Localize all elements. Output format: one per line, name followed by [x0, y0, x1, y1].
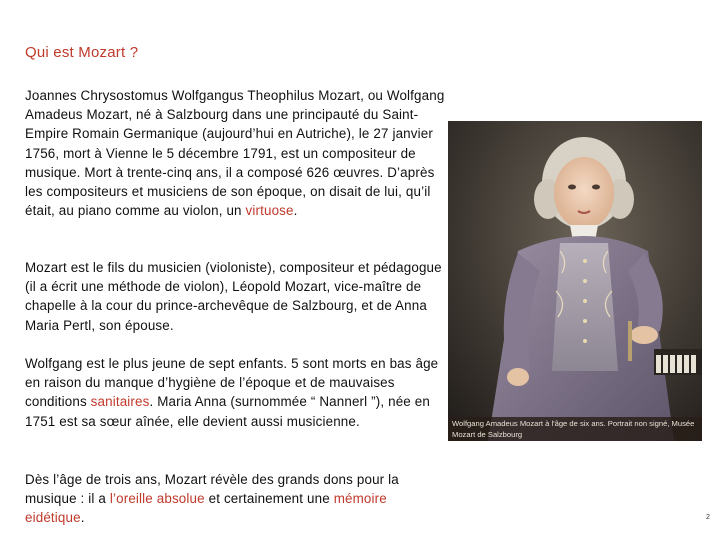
p1-end: . [293, 203, 298, 219]
p4-text: Dès l’âge de trois ans, Mozart révèle des grands dons pour la musique : il a [25, 472, 399, 507]
link-memoire-eidetique[interactable]: mémoire eidétique [25, 491, 387, 526]
page-number: 2 [706, 514, 710, 521]
slide-title: Qui est Mozart ? [25, 44, 139, 61]
p4-end: . [80, 510, 85, 526]
mozart-portrait-image [448, 121, 702, 441]
link-virtuose[interactable]: virtuose [245, 203, 294, 219]
portrait-caption: Wolfgang Amadeus Mozart à l'âge de six ans. Portrait non signé, Musée Mozart de Salzbourg [448, 417, 702, 441]
paragraph-talents [25, 470, 445, 528]
p4-middle: et certainement une [204, 491, 334, 507]
paragraph-biography [25, 86, 445, 220]
link-sanitaires[interactable]: sanitaires [90, 394, 150, 410]
p2-text: Mozart est le fils du musicien (violoniste), compositeur et pédagogue (il a écrit une méthode de violon), Léopold Mozart, vice-maître de chapelle à la cour du prince-archevêque de Salzbourg, et de Anna Maria Pertl, son épouse. [25, 260, 442, 333]
p3-text: Wolfgang est le plus jeune de sept enfants. 5 sont morts en bas âge en raison du manque d’hygiène de l’époque et de mauvaises conditions [25, 356, 439, 410]
paragraph-siblings [25, 354, 445, 431]
p1-text: Joannes Chrysostomus Wolfgangus Theophilus Mozart, ou Wolfgang Amadeus Mozart, né à Salzbourg dans une principauté du Saint-Empire Romain Germanique (aujourd’hui en Autriche), le 27 janvier 1756, mort à Vienne le 5 décembre 1791, est un compositeur de musique. Mort à trente-cinq ans, il a composé 626 œuvres. D’après les compositeurs et musiciens de son époque, on disait de lui, qu’il était, au piano comme au violon, un [25, 88, 445, 219]
p3-end: . Maria Anna (surnommée “ Nannerl ”), née en 1751 est sa sœur aînée, elle devient aussi musicienne. [25, 394, 430, 429]
link-oreille-absolue[interactable]: l’oreille absolue [109, 491, 205, 507]
paragraph-parents [25, 258, 445, 335]
